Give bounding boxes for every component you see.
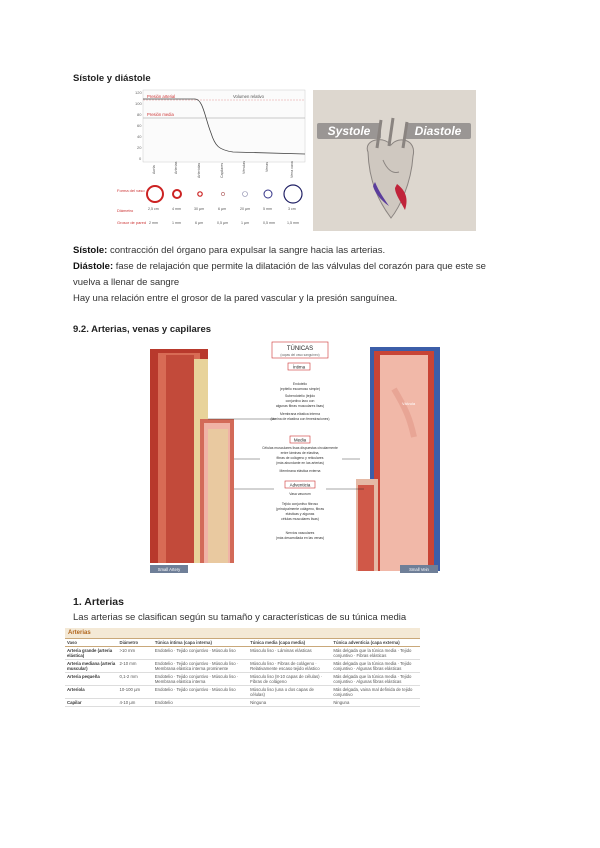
table-header: Túnica íntima (capa interna) [153,639,248,647]
intima-line: algunas fibras musculares lisas) [275,404,325,408]
intima-line: (lámina de elastina con fenestraciones) [270,417,330,421]
adventitia-line: elásticas y algunas [285,512,315,516]
diameter-value: 2,5 cm [148,207,159,211]
adventitia-line: Tejido conjuntivo fibroso [281,502,319,506]
y-tick: 0 [139,156,142,161]
table-row: Arteria pequeña 0,1-2 mm Endotelio · Tejido conjuntivo · Músculo liso · Membrana elástica interna Músculo liso (8-10 capas de células) · Fibras de colágeno Más delgada que la túnica media · Tejido conjuntivo · Algunas fibras elásticas [65,673,420,686]
adventitia-line: Nervios vasculares [285,531,315,535]
diameter-value: 20 µm [240,207,251,211]
chart-label-pressure: Presión arterial [147,94,176,99]
row-label-wall: Grosor de pared [117,220,147,225]
y-tick: 40 [137,134,142,139]
wall-pressure-relation: Hay una relación entre el grosor de la pared vascular y la presión sanguínea. [73,293,398,304]
table-row: Arteria mediana (arteria muscular) 2-10 mm Endotelio · Tejido conjuntivo · Músculo liso · Membrana elástica interna prominente Músculo liso · Fibras de colágeno · Relativamente escaso tejido elástico Más delgada que la túnica media · Tejido conjuntivo · Algunas fibras elásticas [65,660,420,673]
section-title-vessels: 9.2. Arterias, venas y capilares [73,324,212,335]
media-line: entre láminas de elastina, [280,451,320,455]
diameter-value: 4 mm [172,207,181,211]
row-label-diameter: Diámetro [117,208,134,213]
wall-value: 1 µm [241,221,250,225]
pressure-chart-figure [115,88,308,233]
x-label: Vena cava [290,161,294,178]
systole-label: Systole [327,124,371,138]
media-line: Membrana elástica externa [279,469,321,473]
x-label: Aorta [152,165,156,174]
section-title-arteries: 1. Arterias [73,596,124,608]
intima-line: Membrana elástica interna [280,412,320,416]
table-header: Túnica media (capa media) [248,639,331,647]
diameter-value: 5 mm [263,207,272,211]
intima-line: Endotelio [292,382,308,386]
arteries-intro: Las arterias se clasifican según su tamaño y características de su túnica media [73,612,407,623]
table-header: Diámetro [118,639,153,647]
media-line: (más abundante en las arterias) [276,461,324,465]
media-label: Media [293,437,307,443]
y-tick: 100 [135,101,142,106]
intima-line: Subendotelio (tejido [285,394,315,398]
adventitia-label: Adventicia [289,482,311,488]
wall-value: 2 mm [149,221,158,225]
arteries-table [65,628,420,707]
row-label-shape: Forma del vaso [117,188,145,193]
small-artery-label: Small Artery [157,567,181,572]
x-label: Capilares [220,162,224,178]
adventitia-line: (más desarrollada en las venas) [275,536,325,540]
table-row: Arteria grande (arteria elástica) >10 mm Endotelio · Tejido conjuntivo · Músculo liso Músculo liso · Láminas elásticas Más delgada que la túnica media · Tejido conjuntivo · Fibras elásticas [65,647,420,660]
media-line: fibras de colágeno y reticulares [276,456,324,460]
diameter-value: 30 µm [194,207,205,211]
table-title: Arterias [65,628,420,639]
wall-value: 1 mm [172,221,181,225]
y-tick: 20 [137,145,142,150]
small-vein-label: Small Vein [409,567,429,572]
diameter-value: 6 µm [218,207,227,211]
wall-value: 0,5 mm [263,221,275,225]
diastole-definition-cont: vuelva a llenar de sangre [73,277,180,288]
wall-value: 0,5 µm [217,221,229,225]
table-row: Arteriola 10-100 µm Endotelio · Tejido conjuntivo · Músculo liso Músculo liso (una o dos capas de células) Más delgada, vaina mal definida de tejido conjuntivo [65,686,420,699]
systole-definition: Sístole: contracción del órgano para expulsar la sangre hacia las arterias. [73,245,386,256]
tunics-subtitle: (capas del vaso sanguíneo) [280,353,320,357]
table-header: Vaso [65,639,118,647]
adventitia-line: (principalmente colágeno, fibras [275,507,325,511]
intima-line: conjuntivo laxo con [285,399,315,403]
table-row: Capilar 4-10 µm Endotelio Ninguna Ninguna [65,699,420,707]
tunics-title: TÚNICAS [286,346,314,352]
y-tick: 60 [137,123,142,128]
x-label: Arteriolas [197,162,201,178]
table-header: Túnica adventicia (capa externa) [331,639,420,647]
valve-label: Válvula [402,401,416,406]
pressure-chart [115,88,308,233]
wall-value: 6 µm [195,221,204,225]
diastole-definition: Diástole: fase de relajación que permite la dilatación de las válvulas del corazón para que este se [73,261,486,272]
vessel-tunics-figure [148,339,443,577]
section-title-systole: Sístole y diástole [73,73,151,84]
intima-line: (epitelio escamoso simple) [279,387,321,391]
chart-label-mean: Presión media [147,112,174,117]
diameter-value: 3 cm [288,207,296,211]
x-label: Arterias [174,161,178,174]
x-label: Vénulas [242,161,246,174]
media-line: Células musculares lisas dispuestas circularmente [262,446,338,450]
x-label: Venas [265,162,269,172]
adventitia-line: Vasa vasorum [289,492,311,496]
diastole-label: Diastole [414,124,462,138]
y-tick: 120 [135,90,142,95]
wall-value: 1,5 mm [287,221,299,225]
y-tick: 80 [137,112,142,117]
intima-label: Íntima [292,364,306,370]
adventitia-line: células musculares lisas) [281,517,319,521]
heart-systole-diastole-image [313,90,476,231]
chart-label-volume: Volumen relativo [233,94,264,99]
